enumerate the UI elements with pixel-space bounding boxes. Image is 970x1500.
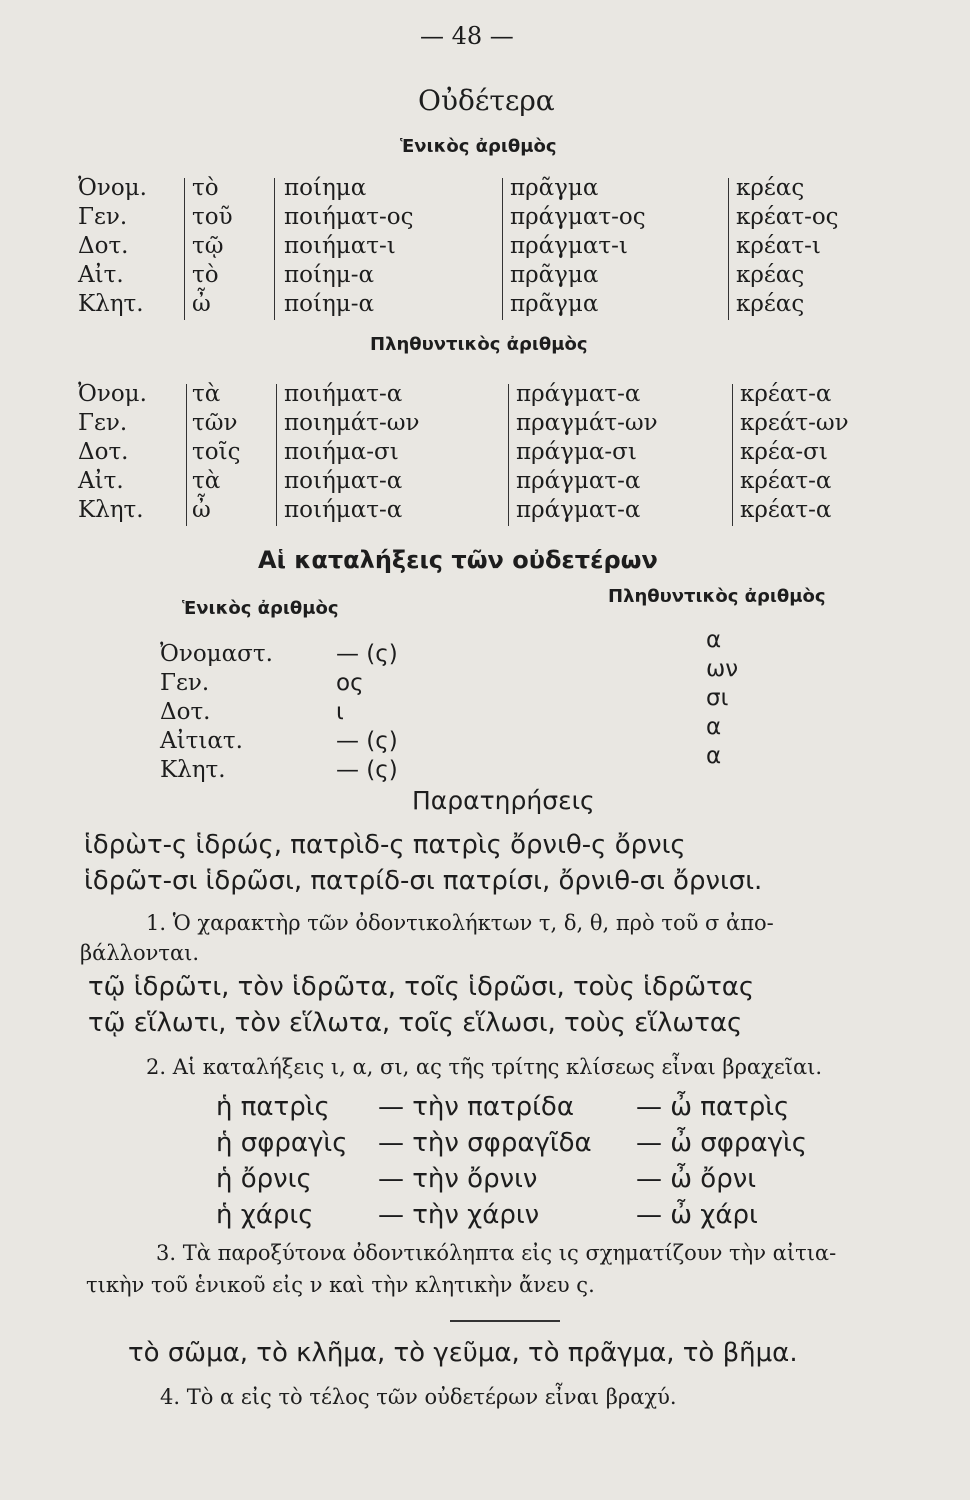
- case-label: Ὀνομ.: [78, 175, 147, 201]
- word-form: ποιήματ-ος: [284, 204, 414, 230]
- poiema-column: [284, 380, 419, 525]
- ending: — (ς): [336, 641, 398, 667]
- case-label: Γεν.: [78, 204, 128, 230]
- column-divider: [276, 384, 277, 526]
- nominative-form: ἡ ὄρνις: [216, 1164, 312, 1194]
- kreas-column: [736, 174, 839, 319]
- word-form: κρέας: [736, 262, 805, 288]
- case-column: [78, 174, 147, 319]
- nominative-form: ἡ σφραγὶς: [216, 1128, 348, 1158]
- article: τὰ: [192, 381, 221, 407]
- word-form: κρέατ-α: [740, 381, 832, 407]
- divider-rule: [450, 1320, 560, 1322]
- column-divider: [184, 178, 185, 320]
- note-1-line: βάλλονται.: [80, 941, 200, 965]
- example-line: ἱδρὼτ-ς ἱδρώς, πατρὶδ-ς πατρὶς ὄρνιθ-ς ὄρνις: [84, 830, 686, 860]
- ending: α: [706, 627, 722, 653]
- word-form: ποίημ-α: [284, 291, 375, 317]
- accusative-form: — τὴν πατρίδα: [378, 1092, 574, 1122]
- case-label: Αἰτ.: [78, 468, 124, 494]
- nominative-form: ἡ χάρις: [216, 1200, 314, 1230]
- note-3-line: 3. Τὰ παροξύτονα ὀδοντικόληπτα εἰς ις σχηματίζουν τὴν αἰτια-: [156, 1241, 837, 1265]
- word-form: κρέατ-ι: [736, 233, 821, 259]
- pragma-column: [516, 380, 658, 525]
- column-divider: [274, 178, 275, 320]
- word-form: ποιήματ-α: [284, 497, 403, 523]
- case-label: Αἰτιατ.: [160, 728, 243, 754]
- word-form: κρεάτ-ων: [740, 410, 849, 436]
- word-form: ποιήματ-ι: [284, 233, 396, 259]
- endings-plural-heading: Πληθυντικὸς ἀριθμὸς: [608, 586, 826, 607]
- page-title: Οὐδέτερα: [418, 84, 555, 117]
- ending: α: [706, 714, 722, 740]
- word-form: ποιήματ-α: [284, 468, 403, 494]
- note-2: 2. Αἱ καταλήξεις ι, α, σι, ας τῆς τρίτης κλίσεως εἶναι βραχεῖαι.: [146, 1055, 823, 1079]
- case-label: Κλητ.: [160, 757, 226, 783]
- word-form: πρᾶγμα: [510, 262, 599, 288]
- case-label: Γεν.: [78, 410, 128, 436]
- case-column: [78, 380, 147, 525]
- word-form: πρᾶγμα: [510, 175, 599, 201]
- singular-heading: Ἑνικὸς ἀριθμὸς: [400, 136, 557, 157]
- pragma-column: [510, 174, 646, 319]
- example-line: ἱδρῶτ-σι ἱδρῶσι, πατρίδ-σι πατρίσι, ὄρνιθ-σι ὄρνισι.: [84, 866, 763, 896]
- word-form: ποίημ-α: [284, 262, 375, 288]
- note-1-example: τῷ ἱδρῶτι, τὸν ἱδρῶτα, τοῖς ἱδρῶσι, τοὺς ἱδρῶτας: [88, 972, 755, 1002]
- column-divider: [186, 384, 187, 526]
- ending: ος: [336, 670, 364, 696]
- article: τὸ: [192, 262, 219, 288]
- article-column: [192, 380, 240, 525]
- word-form: πράγματ-ος: [510, 204, 646, 230]
- column-divider: [502, 178, 503, 320]
- word-form: ποιημάτ-ων: [284, 410, 420, 436]
- article: ὦ: [192, 291, 211, 317]
- article: τοῖς: [192, 439, 241, 465]
- case-label: Δοτ.: [78, 439, 129, 465]
- word-form: ποιήμα-σι: [284, 439, 399, 465]
- case-label: Αἰτ.: [78, 262, 124, 288]
- ending: — (ς): [336, 757, 398, 783]
- word-form: κρέατ-α: [740, 497, 832, 523]
- note-3-line: τικὴν τοῦ ἑνικοῦ εἰς ν καὶ τὴν κλητικὴν ἄνευ ς.: [86, 1273, 595, 1297]
- ending: σι: [706, 685, 729, 711]
- poiema-column: [284, 174, 413, 319]
- accusative-form: — τὴν χάριν: [378, 1200, 540, 1230]
- word-form: πράγματ-α: [516, 497, 641, 523]
- case-label: Δοτ.: [78, 233, 129, 259]
- column-divider: [728, 178, 729, 320]
- word-form: πραγμάτ-ων: [516, 410, 658, 436]
- column-divider: [508, 384, 509, 526]
- note-1-line: 1. Ὁ χαρακτὴρ τῶν ὀδοντικολήκτων τ, δ, θ, πρὸ τοῦ σ ἀπο-: [146, 911, 774, 935]
- case-label: Κλητ.: [78, 497, 144, 523]
- nominative-form: ἡ πατρὶς: [216, 1092, 330, 1122]
- endings-case-column: [160, 640, 273, 785]
- vocative-form: — ὦ ὄρνι: [636, 1164, 757, 1194]
- case-label: Γεν.: [160, 670, 210, 696]
- vocative-form: — ὦ σφραγὶς: [636, 1128, 808, 1158]
- word-form: ποίημα: [284, 175, 367, 201]
- article: τῶν: [192, 410, 238, 436]
- note-3-example: τὸ σῶμα, τὸ κλῆμα, τὸ γεῦμα, τὸ πρᾶγμα, τὸ βῆμα.: [128, 1338, 798, 1368]
- endings-heading: Αἱ καταλήξεις τῶν οὐδετέρων: [258, 546, 658, 574]
- page-number: — 48 —: [420, 22, 514, 50]
- kreas-column: [740, 380, 849, 525]
- word-form: κρέατ-ος: [736, 204, 839, 230]
- case-label: Δοτ.: [160, 699, 211, 725]
- word-form: πρᾶγμα: [510, 291, 599, 317]
- case-label: Ὀνομ.: [78, 381, 147, 407]
- case-label: Κλητ.: [78, 291, 144, 317]
- article: τὸ: [192, 175, 219, 201]
- word-form: πράγμα-σι: [516, 439, 637, 465]
- plural-heading: Πληθυντικὸς ἀριθμὸς: [370, 334, 588, 355]
- note-4: 4. Τὸ α εἰς τὸ τέλος τῶν οὐδετέρων εἶναι βραχύ.: [160, 1385, 677, 1409]
- word-form: πράγματ-ι: [510, 233, 628, 259]
- word-form: κρέας: [736, 175, 805, 201]
- column-divider: [732, 384, 733, 526]
- word-form: ποιήματ-α: [284, 381, 403, 407]
- word-form: κρέας: [736, 291, 805, 317]
- article: τῷ: [192, 233, 224, 259]
- article: τὰ: [192, 468, 221, 494]
- endings-singular-column: [336, 640, 398, 785]
- ending: ων: [706, 656, 739, 682]
- vocative-form: — ὦ χάρι: [636, 1200, 758, 1230]
- ending: α: [706, 743, 722, 769]
- note-1-example: τῷ εἵλωτι, τὸν εἵλωτα, τοῖς εἵλωσι, τοὺς εἵλωτας: [88, 1008, 743, 1038]
- word-form: πράγματ-α: [516, 468, 641, 494]
- accusative-form: — τὴν σφραγῖδα: [378, 1128, 592, 1158]
- ending: ι: [336, 699, 344, 725]
- endings-plural-column: [706, 626, 738, 771]
- vocative-form: — ὦ πατρὶς: [636, 1092, 790, 1122]
- article: τοῦ: [192, 204, 233, 230]
- article-column: [192, 174, 233, 319]
- word-form: πράγματ-α: [516, 381, 641, 407]
- observations-heading: Παρατηρήσεις: [412, 786, 595, 815]
- article: ὦ: [192, 497, 211, 523]
- word-form: κρέα-σι: [740, 439, 828, 465]
- word-form: κρέατ-α: [740, 468, 832, 494]
- accusative-form: — τὴν ὄρνιν: [378, 1164, 538, 1194]
- ending: — (ς): [336, 728, 398, 754]
- case-label: Ὀνομαστ.: [160, 641, 273, 667]
- endings-singular-heading: Ἑνικὸς ἀριθμὸς: [182, 598, 339, 619]
